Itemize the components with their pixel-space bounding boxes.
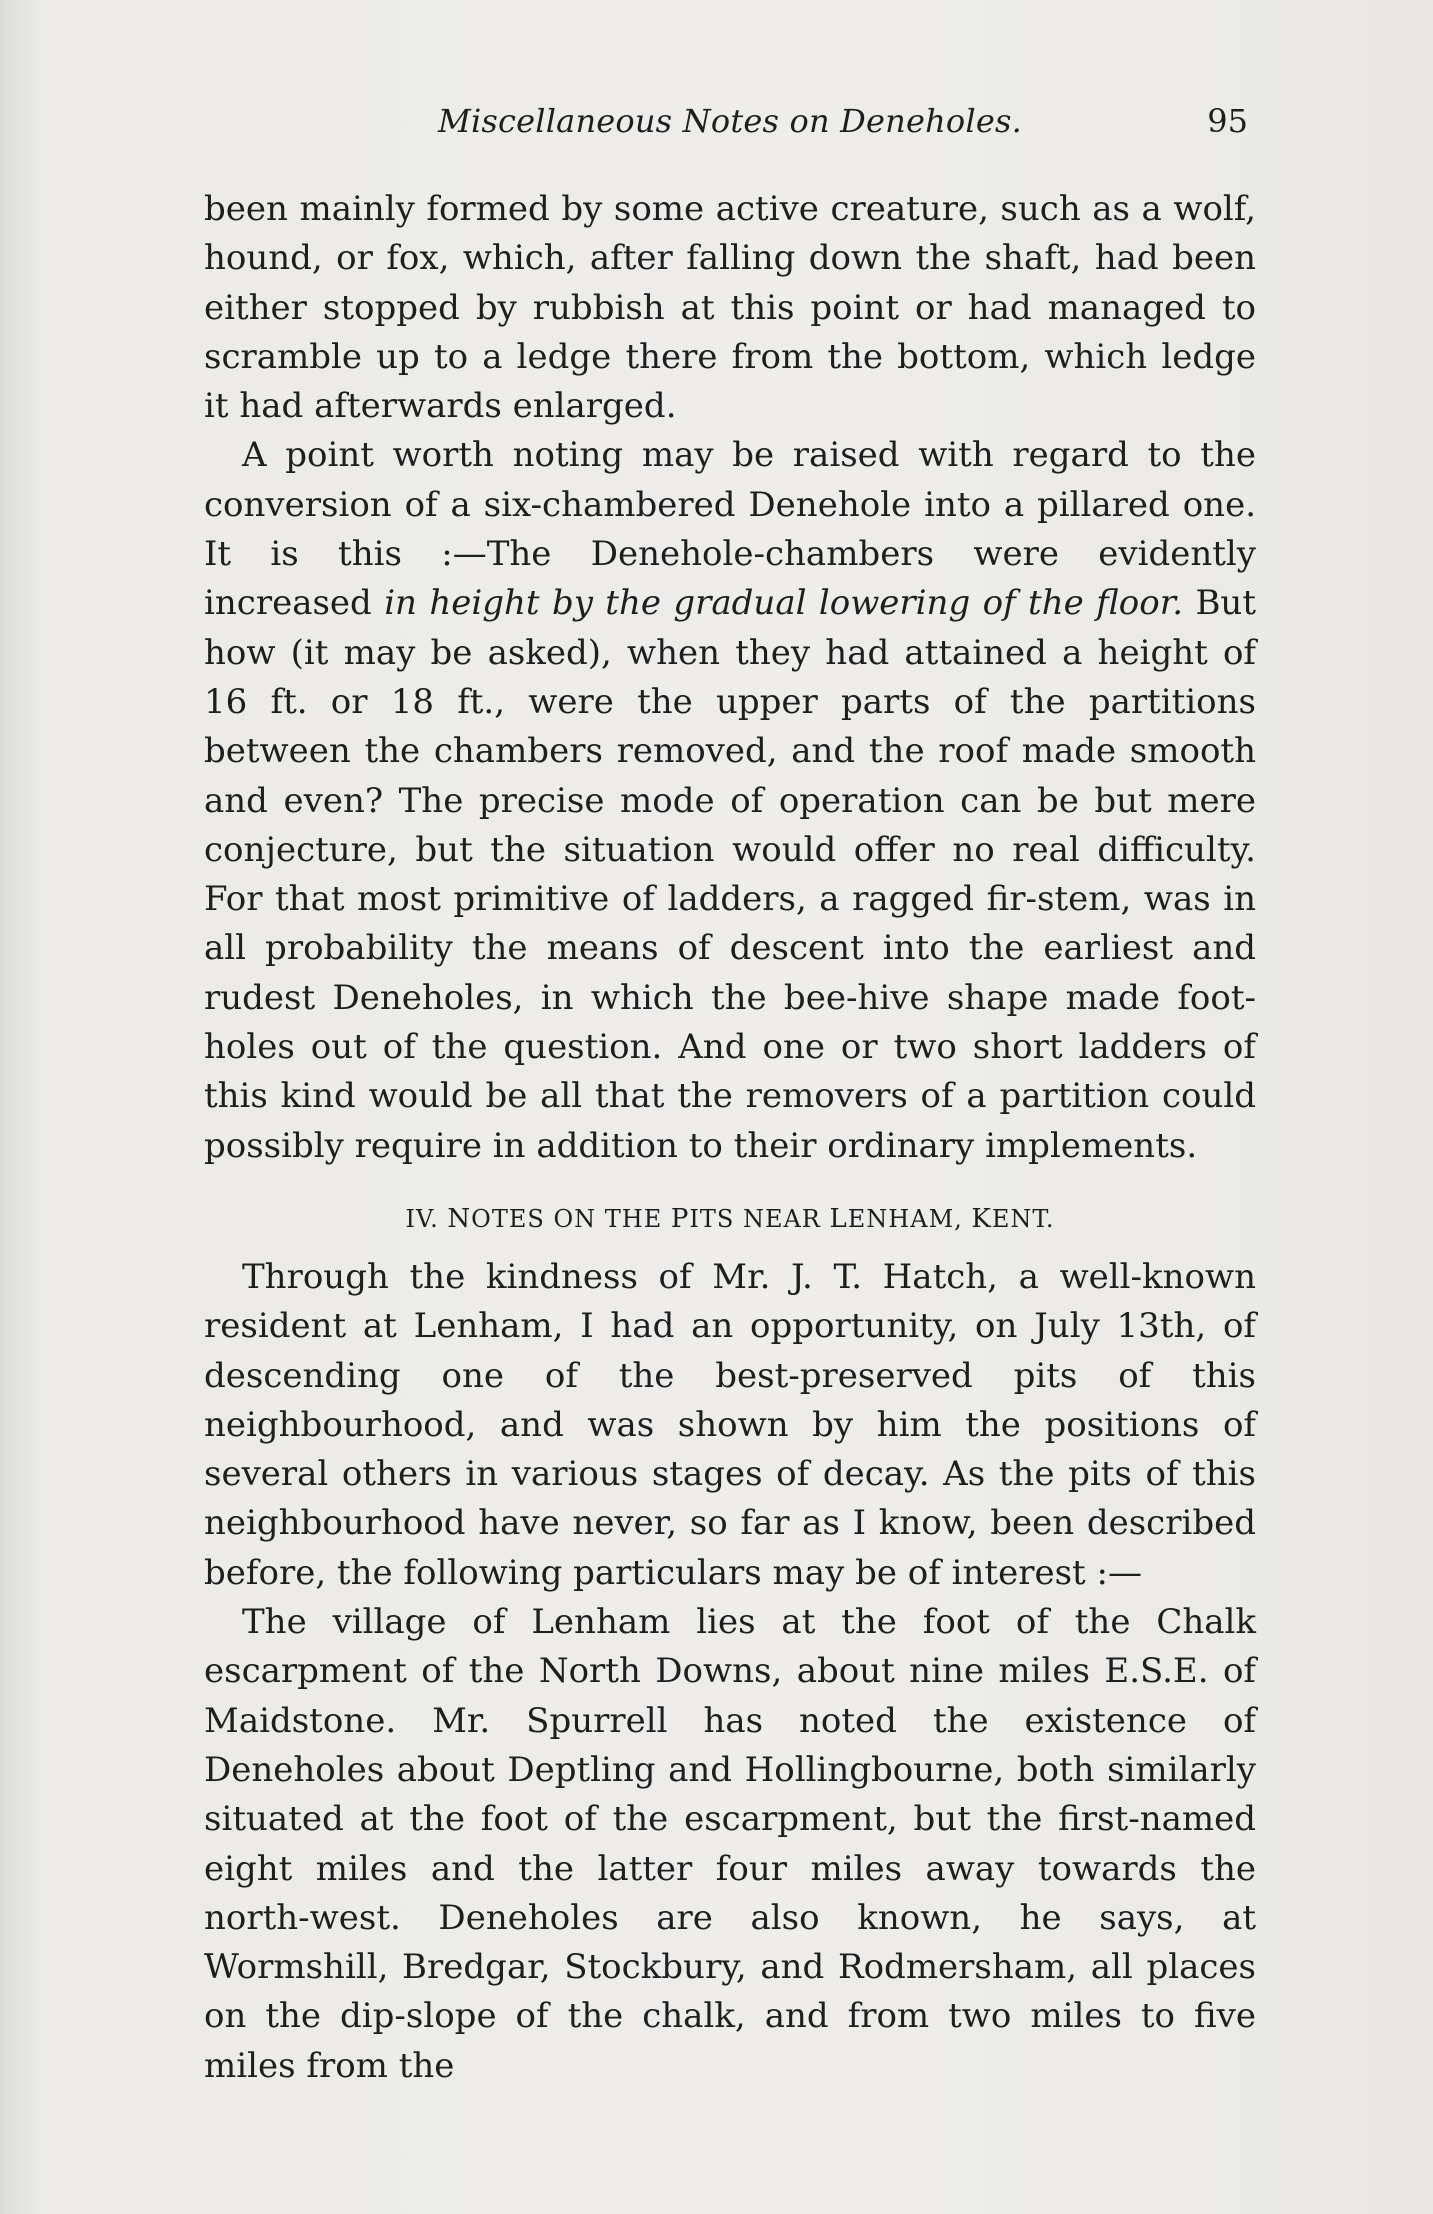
paragraph-text: But how (it may be asked), when they had attained a height of 16 ft. or 18 ft., were the upper parts of the partitions between the chambers removed, and the roof made smooth and even? The precise mode of operation can be but mere conjecture, but the situation would offer no real difficulty. For that most primitive of ladders, a ragged fir-stem, was in all probability the means of descent into the earliest and rudest Deneholes, in which the bee-hive shape made foot-holes out of the question. And one or two short ladders of this kind would be all that the removers of a partition could possibly require in addition to their ordinary implements. (204, 583, 1256, 1166)
paragraph-continuation: been mainly formed by some active creature, such as a wolf, hound, or fox, which, after falling down the shaft, had been either stopped by rubbish at this point or had managed to scramble up to a ledge there from the bottom, which ledge it had afterwards enlarged. (204, 189, 1256, 427)
paragraph-partitions (204, 431, 1256, 1170)
heading-word: ON (553, 1204, 597, 1233)
heading-word: NEAR (742, 1204, 821, 1233)
heading-word: THE (604, 1204, 663, 1233)
body-text (204, 185, 1256, 2091)
section-numeral: IV. (405, 1204, 448, 1233)
paragraph-text: A point worth noting may be raised with regard to the conversion of a six-chambered Denehole into a pillared one. It is this :—The Denehole-chambers were evidently increased (204, 435, 1256, 624)
heading-word: NOTES (447, 1203, 545, 1234)
italic-emphasis: in height by the gradual lowering of the floor. (384, 583, 1184, 624)
paragraph-lenham-visit: Through the kindness of Mr. J. T. Hatch, a well-known resident at Lenham, I had an opportunity, on July 13th, of descending one of the best-preserved pits of this neighbourhood, and was shown by him the positions of several others in various stages of decay. As the pits of this neighbourhood have never, so far as I know, been described before, the following particulars may be of interest :— (204, 1256, 1256, 1593)
page-header (204, 102, 1256, 162)
paragraph-lenham-location: The village of Lenham lies at the foot of the Chalk escarpment of the North Downs, about nine miles E.S.E. of Maidstone. Mr. Spurrell has noted the existence of Deneholes about Deptling and Hollingbourne, both similarly situated at the foot of the escarpment, but the first-named eight miles and the latter four miles away towards the north-west. Deneholes are also known, he says, at Wormshill, Bredgar, Stockbury, and Rodmersham, all places on the dip-slope of the chalk, and from two miles to five miles from the (204, 1602, 1256, 2086)
heading-word: LENHAM, (829, 1203, 963, 1234)
page-number: 95 (1207, 102, 1248, 140)
heading-word: KENT. (971, 1203, 1055, 1234)
heading-word: PITS (670, 1203, 735, 1234)
running-title: Miscellaneous Notes on Deneholes. (438, 102, 1022, 140)
section-heading (204, 1199, 1256, 1239)
